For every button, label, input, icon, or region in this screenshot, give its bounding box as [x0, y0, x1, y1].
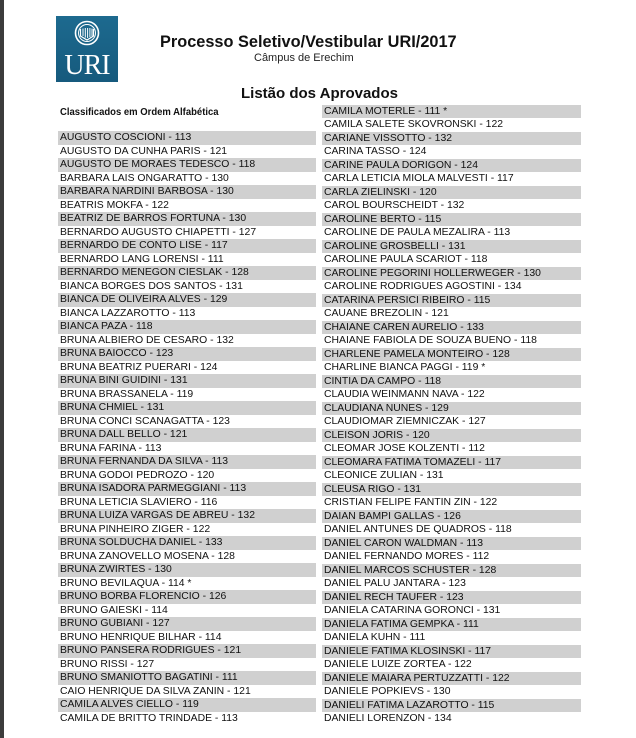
list-item: BIANCA BORGES DOS SANTOS - 131: [60, 280, 243, 292]
list-item: BEATRIS MOKFA - 122: [60, 199, 169, 211]
list-item: DANIELA CATARINA GORONCI - 131: [324, 605, 501, 616]
list-item: DANIEL MARCOS SCHUSTER - 128: [322, 564, 581, 578]
list-item: BRUNA CHMIEL - 131: [58, 401, 316, 415]
list-item: CLAUDIANA NUNES - 129: [322, 402, 581, 416]
list-item: DANIEL RECH TAUFER - 123: [322, 591, 581, 605]
list-item: BRUNA LUIZA VARGAS DE ABREU - 132: [58, 509, 316, 523]
list-item: DANIELI LORENZON - 134: [324, 713, 452, 724]
list-item: BEATRIZ DE BARROS FORTUNA - 130: [58, 212, 316, 226]
list-item: CAROLINE PEGORINI HOLLERWEGER - 130: [322, 267, 581, 281]
list-item: CAMILA ALVES CIELLO - 119: [58, 698, 316, 712]
list-item: CLEONICE ZULIAN - 131: [324, 470, 444, 481]
approved-list-right-column: [322, 105, 581, 726]
document-title: Processo Seletivo/Vestibular URI/2017: [160, 32, 457, 51]
list-item: BIANCA LAZZAROTTO - 113: [60, 307, 196, 319]
list-item: BARBARA NARDINI BARBOSA - 130: [58, 185, 316, 199]
list-item: BRUNO PANSERA RODRIGUES - 121: [58, 644, 316, 658]
list-item: CARLA ZIELINSKI - 120: [322, 186, 581, 200]
list-item: CAROLINE RODRIGUES AGOSTINI - 134: [324, 281, 522, 292]
list-item: CHAIANE FABIOLA DE SOUZA BUENO - 118: [324, 335, 537, 346]
list-item: BRUNA CONCI SCANAGATTA - 123: [60, 415, 230, 427]
list-item: DANIEL ANTUNES DE QUADROS - 118: [324, 524, 512, 535]
list-item: BRUNA FARINA - 113: [60, 442, 162, 454]
list-item: DANIELE LUIZE ZORTEA - 122: [324, 659, 472, 670]
list-item: CARINE PAULA DORIGON - 124: [322, 159, 581, 173]
list-item: BRUNO GUBIANI - 127: [58, 617, 316, 631]
list-item: AUGUSTO DE MORAES TEDESCO - 118: [58, 158, 316, 172]
list-item: BRUNA GODOI PEDROZO - 120: [60, 469, 215, 481]
list-item: CLAUDIOMAR ZIEMNICZAK - 127: [324, 416, 486, 427]
list-item: BRUNA BRASSANELA - 119: [60, 388, 194, 400]
list-item: BRUNA ALBIERO DE CESARO - 132: [60, 334, 234, 346]
list-item: BIANCA PAZA - 118: [58, 320, 316, 334]
campus-subtitle: Câmpus de Erechim: [254, 52, 354, 64]
list-item: CHARLENE PAMELA MONTEIRO - 128: [322, 348, 581, 362]
list-item: CAUANE BREZOLIN - 121: [324, 308, 449, 319]
list-item: BRUNA PINHEIRO ZIGER - 122: [60, 523, 211, 535]
list-item: DANIELA FATIMA GEMPKA - 111: [322, 618, 581, 632]
list-item: CAROLINE PAULA SCARIOT - 118: [324, 254, 488, 265]
list-item: BERNARDO DE CONTO LISE - 117: [58, 239, 316, 253]
list-item: CHARLINE BIANCA PAGGI - 119 *: [324, 362, 486, 373]
list-item: CARIANE VISSOTTO - 132: [322, 132, 581, 146]
list-item: BRUNO BORBA FLORENCIO - 126: [58, 590, 316, 604]
list-item: CAMILA MOTERLE - 111 *: [322, 105, 581, 119]
viewer-left-border: [0, 0, 4, 738]
list-item: BRUNO SMANIOTTO BAGATINI - 111: [58, 671, 316, 685]
list-heading: Listão dos Aprovados: [241, 85, 398, 102]
list-item: CINTIA DA CAMPO - 118: [322, 375, 581, 389]
list-item: BRUNA DALL BELLO - 121: [58, 428, 316, 442]
list-item: CRISTIAN FELIPE FANTIN ZIN - 122: [324, 497, 498, 508]
list-item: CAROLINE BERTO - 115: [322, 213, 581, 227]
list-item: CAMILA DE BRITTO TRINDADE - 113: [60, 712, 238, 724]
list-item: CAIO HENRIQUE DA SILVA ZANIN - 121: [60, 685, 251, 697]
approved-list-left-column: [58, 131, 316, 725]
list-item: CLEISON JORIS - 120: [322, 429, 581, 443]
list-item: CAMILA SALETE SKOVRONSKI - 122: [324, 119, 504, 130]
list-item: BRUNA ISADORA PARMEGGIANI - 113: [58, 482, 316, 496]
list-item: CLEOMARA FATIMA TOMAZELI - 117: [322, 456, 581, 470]
list-item: BRUNA ZANOVELLO MOSENA - 128: [60, 550, 235, 562]
list-item: DANIELI FATIMA LAZAROTTO - 115: [322, 699, 581, 713]
list-item: CLEUSA RIGO - 131: [322, 483, 581, 497]
list-item: BRUNA FERNANDA DA SILVA - 113: [58, 455, 316, 469]
list-item: BRUNO RISSI - 127: [60, 658, 155, 670]
list-item: BRUNA SOLDUCHA DANIEL - 133: [58, 536, 316, 550]
sort-order-label: Classificados em Ordem Alfabética: [60, 107, 219, 118]
list-item: DANIELA KUHN - 111: [324, 632, 426, 643]
list-item: AUGUSTO COSCIONI - 113: [58, 131, 316, 145]
list-item: BRUNO HENRIQUE BILHAR - 114: [60, 631, 222, 643]
uri-logo: [56, 16, 118, 82]
list-item: DAIAN BAMPI GALLAS - 126: [322, 510, 581, 524]
list-item: AUGUSTO DA CUNHA PARIS - 121: [60, 145, 228, 157]
list-item: CAROLINE GROSBELLI - 131: [322, 240, 581, 254]
list-item: DANIEL CARON WALDMAN - 113: [322, 537, 581, 551]
list-item: DANIELE FATIMA KLOSINSKI - 117: [322, 645, 581, 659]
list-item: BRUNA BEATRIZ PUERARI - 124: [60, 361, 218, 373]
list-item: CATARINA PERSICI RIBEIRO - 115: [322, 294, 581, 308]
list-item: CHAIANE CAREN AURELIO - 133: [322, 321, 581, 335]
list-item: CLAUDIA WEINMANN NAVA - 122: [324, 389, 485, 400]
list-item: DANIEL PALU JANTARA - 123: [324, 578, 466, 589]
list-item: BERNARDO AUGUSTO CHIAPETTI - 127: [60, 226, 257, 238]
list-item: CAROL BOURSCHEIDT - 132: [324, 200, 465, 211]
list-item: BRUNA BAIOCCO - 123: [58, 347, 316, 361]
list-item: BRUNO BEVILAQUA - 114 *: [60, 577, 192, 589]
list-item: DANIELE MAIARA PERTUZZATTI - 122: [322, 672, 581, 686]
list-item: BRUNA BINI GUIDINI - 131: [58, 374, 316, 388]
list-item: BERNARDO MENEGON CIESLAK - 128: [58, 266, 316, 280]
list-item: CAROLINE DE PAULA MEZALIRA - 113: [324, 227, 511, 238]
list-item: CARINA TASSO - 124: [324, 146, 427, 157]
list-item: BRUNA ZWIRTES - 130: [58, 563, 316, 577]
list-item: BERNARDO LANG LORENSI - 111: [60, 253, 224, 265]
list-item: BRUNO GAIESKI - 114: [60, 604, 168, 616]
list-item: CLEOMAR JOSE KOLZENTI - 112: [324, 443, 485, 454]
list-item: BARBARA LAIS ONGARATTO - 130: [60, 172, 229, 184]
list-item: DANIEL FERNANDO MORES - 112: [324, 551, 490, 562]
list-item: DANIELE POPKIEVS - 130: [324, 686, 451, 697]
list-item: CARLA LETICIA MIOLA MALVESTI - 117: [324, 173, 514, 184]
list-item: BRUNA LETICIA SLAVIERO - 116: [60, 496, 218, 508]
logo-text: URI: [64, 50, 110, 81]
list-item: BIANCA DE OLIVEIRA ALVES - 129: [58, 293, 316, 307]
